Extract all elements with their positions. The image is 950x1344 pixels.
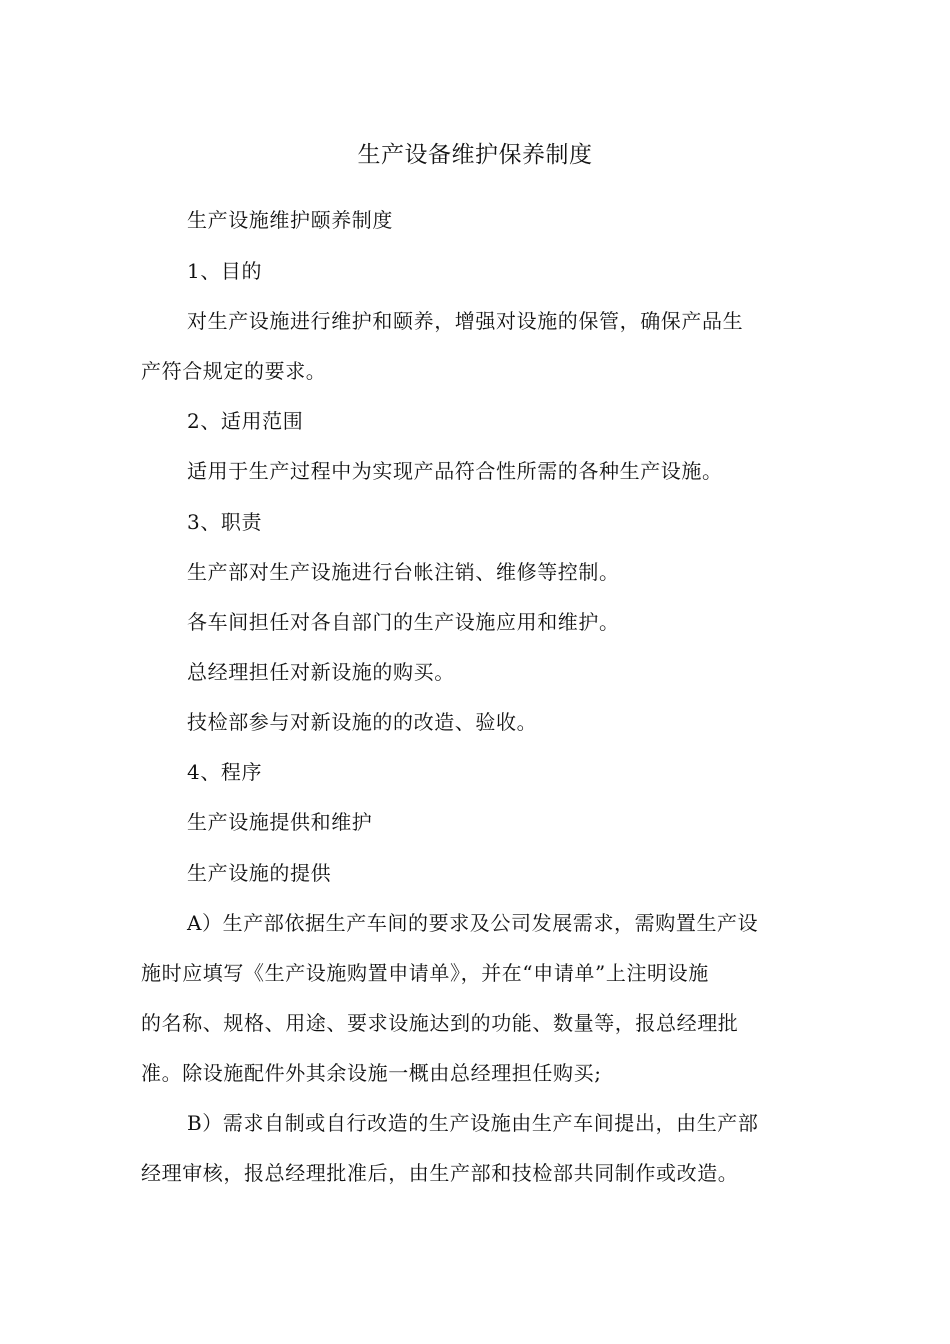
paragraph-line: 生产部对生产设施进行台帐注销、维修等控制。 xyxy=(187,560,620,584)
paragraph-line: 的名称、规格、用途、要求设施达到的功能、数量等，报总经理批 xyxy=(141,1011,739,1035)
subsection-heading: 生产设施提供和维护 xyxy=(187,810,373,834)
subtitle-line: 生产设施维护颐养制度 xyxy=(187,208,393,232)
paragraph-line: 准。除设施配件外其余设施一概由总经理担任购买; xyxy=(141,1061,602,1085)
paragraph-line: B）需求自制或自行改造的生产设施由生产车间提出，由生产部 xyxy=(187,1111,759,1135)
paragraph-line: 产符合规定的要求。 xyxy=(141,359,327,383)
paragraph-line: A）生产部依据生产车间的要求及公司发展需求，需购置生产设 xyxy=(187,911,759,935)
section-heading-4: 4、程序 xyxy=(187,760,263,784)
section-heading-1: 1、目的 xyxy=(187,259,263,283)
paragraph-line: 技检部参与对新设施的的改造、验收。 xyxy=(187,710,538,734)
paragraph-line: 经理审核，报总经理批准后，由生产部和技检部共同制作或改造。 xyxy=(141,1161,739,1185)
paragraph-line: 各车间担任对各自部门的生产设施应用和维护。 xyxy=(187,610,620,634)
subsection-heading: 生产设施的提供 xyxy=(187,861,332,885)
document-title: 生产设备维护保养制度 xyxy=(357,142,593,168)
section-heading-3: 3、职责 xyxy=(187,510,263,534)
paragraph-line: 对生产设施进行维护和颐养，增强对设施的保管，确保产品生 xyxy=(187,309,744,333)
section-heading-2: 2、适用范围 xyxy=(187,409,304,433)
paragraph-line: 总经理担任对新设施的购买。 xyxy=(187,660,455,684)
paragraph-line: 适用于生产过程中为实现产品符合性所需的各种生产设施。 xyxy=(187,459,723,483)
paragraph-line: 施时应填写《生产设施购置申请单》，并在“申请单”上注明设施 xyxy=(141,961,709,985)
